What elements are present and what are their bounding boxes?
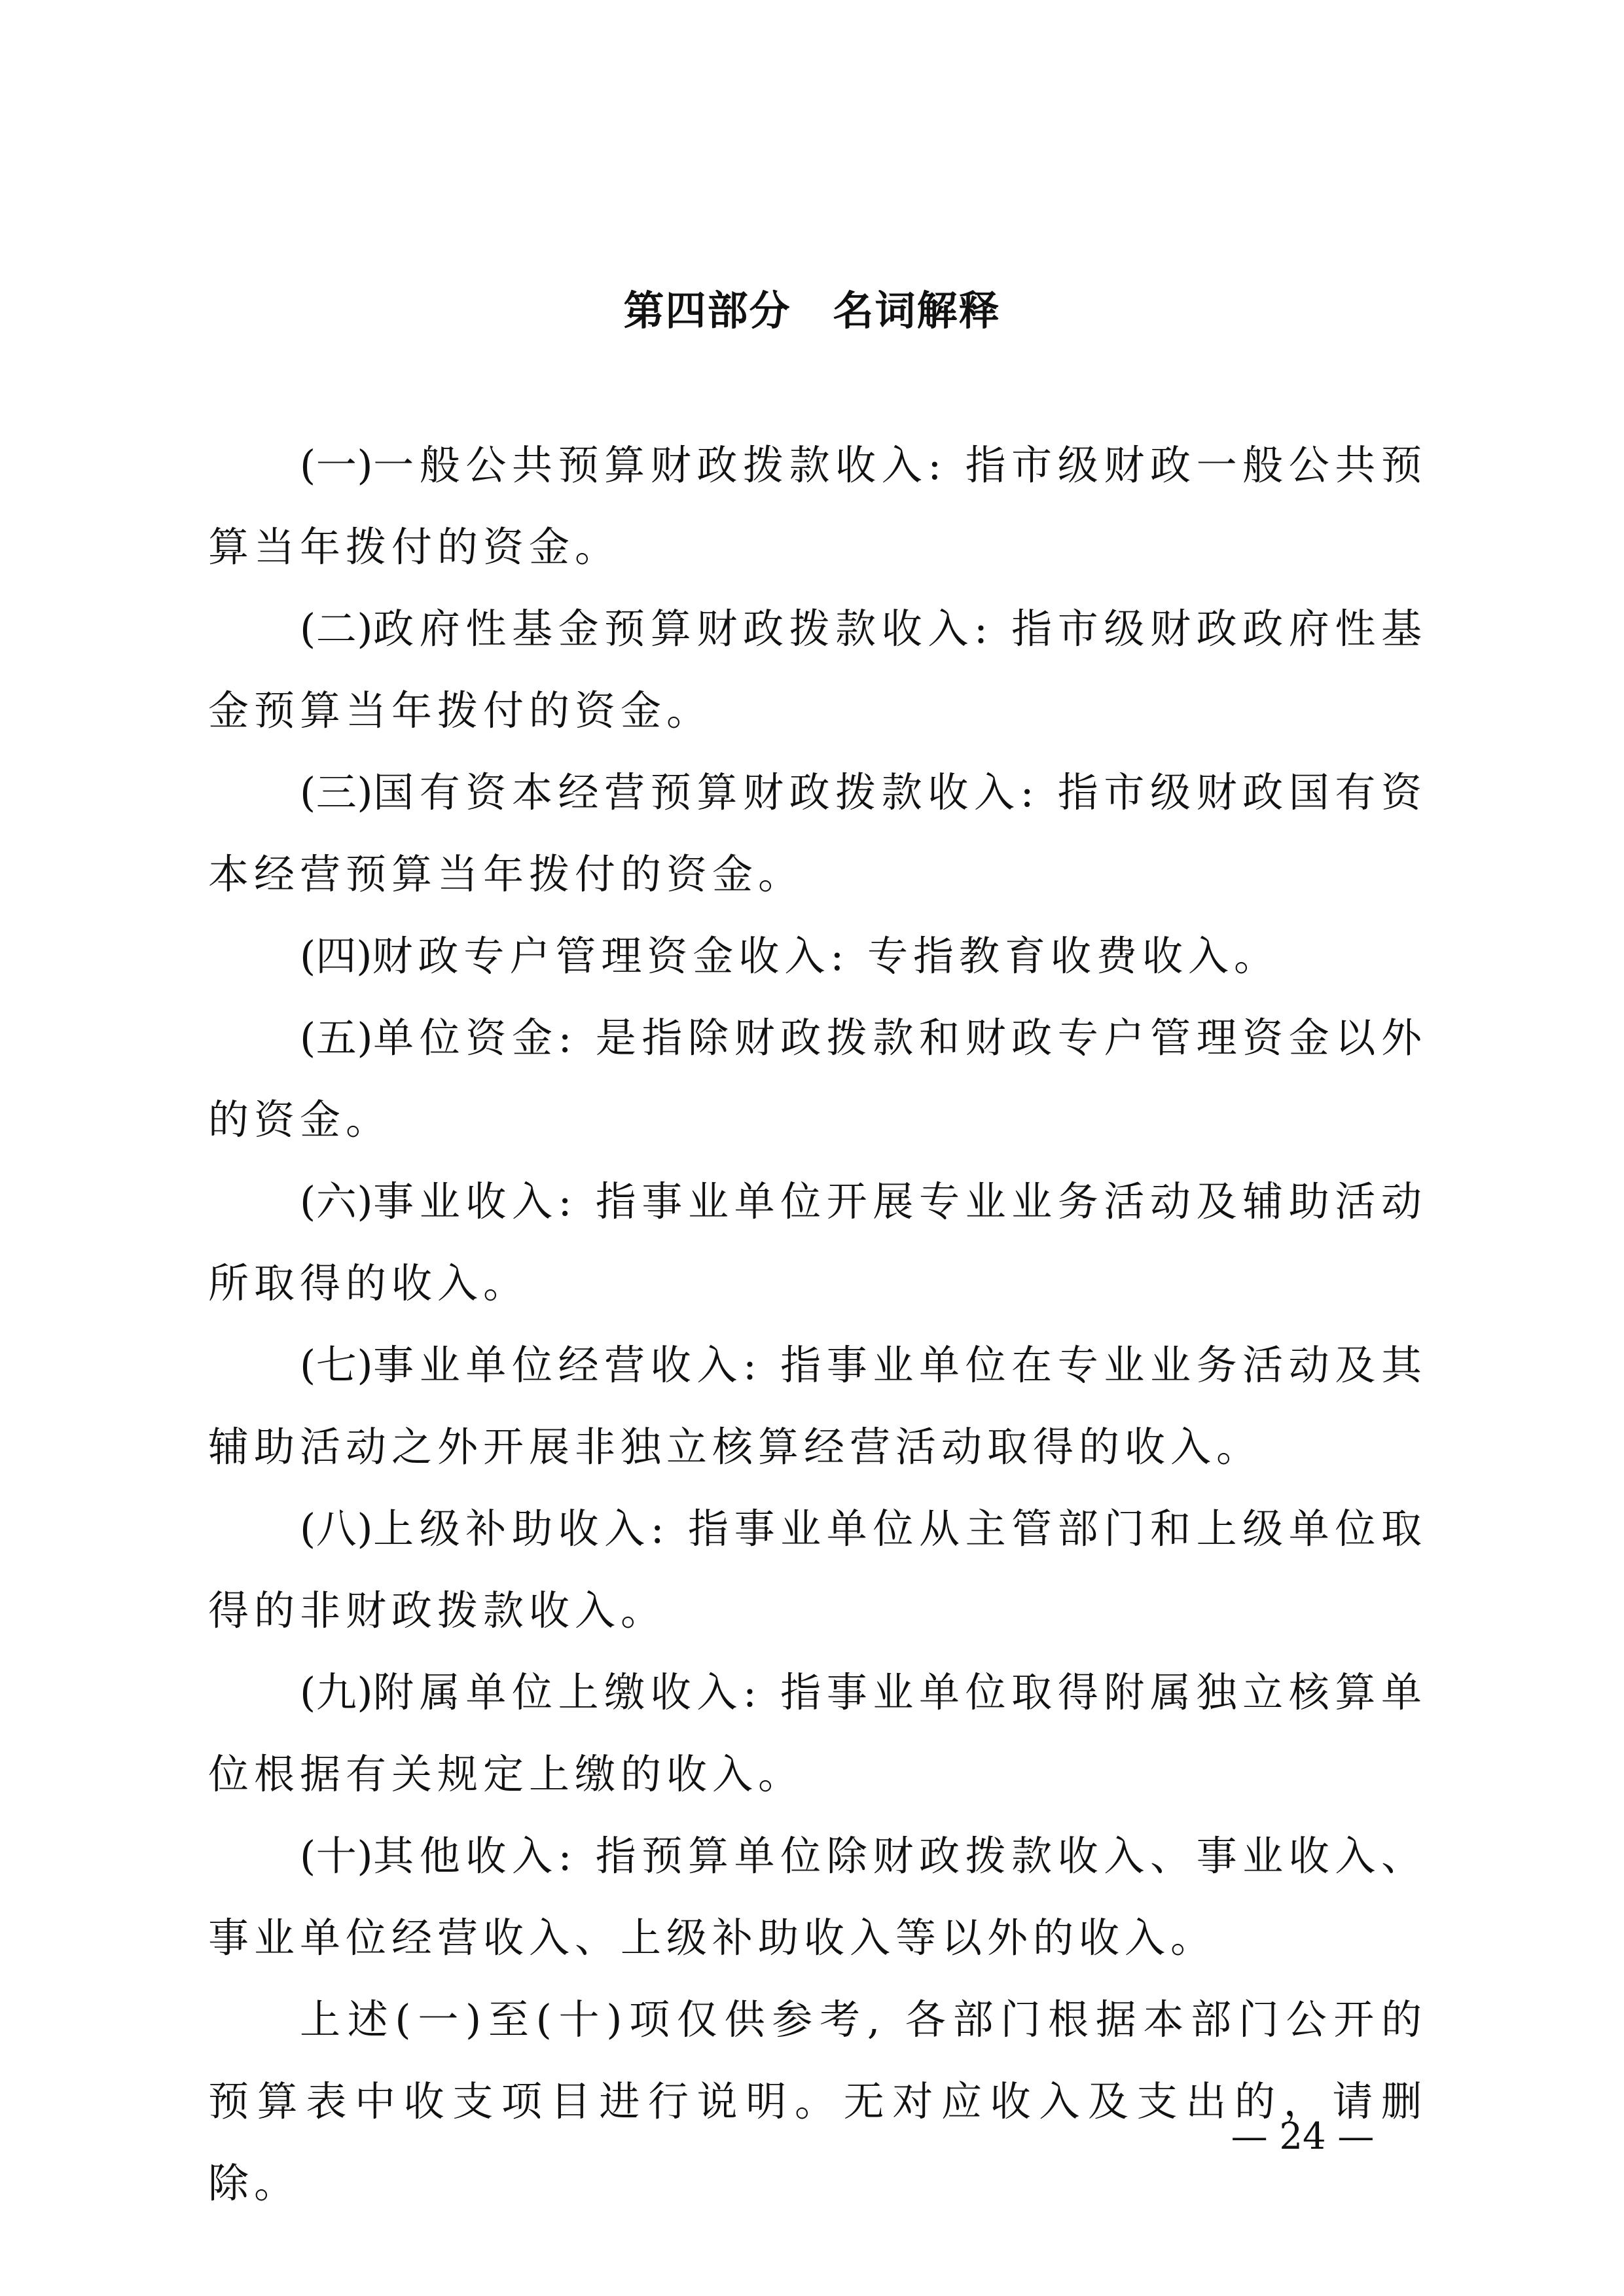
item-text: 附属单位上缴收入: 指事业单位取得附属独立核算单位根据有关规定上缴的收入。 bbox=[208, 1668, 1427, 1798]
definition-item bbox=[208, 915, 1427, 997]
item-text: 事业收入: 指事业单位开展专业业务活动及辅助活动所取得的收入。 bbox=[208, 1177, 1427, 1307]
item-number: (九) bbox=[300, 1668, 373, 1716]
definition-item bbox=[208, 424, 1427, 588]
definition-item bbox=[208, 1324, 1427, 1488]
item-text: 单位资金: 是指除财政拨款和财政专户管理资金以外的资金。 bbox=[208, 1014, 1427, 1143]
definition-item bbox=[208, 588, 1427, 751]
item-text: 其他收入: 指预算单位除财政拨款收入、事业收入、事业单位经营收入、上级补助收入等以外的收入。 bbox=[208, 1832, 1427, 1962]
item-number: (十) bbox=[300, 1832, 373, 1880]
closing-note bbox=[208, 1979, 1427, 2224]
item-number: (六) bbox=[300, 1177, 373, 1225]
page-title: 第四部分 名词解释 bbox=[623, 287, 1001, 334]
definition-item bbox=[208, 1160, 1427, 1324]
item-text: 上级补助收入: 指事业单位从主管部门和上级单位取得的非财政拨款收入。 bbox=[208, 1505, 1427, 1634]
item-text: 事业单位经营收入: 指事业单位在专业业务活动及其辅助活动之外开展非独立核算经营活动取得的收入。 bbox=[208, 1341, 1427, 1471]
item-number: (二) bbox=[300, 605, 373, 653]
item-number: (四) bbox=[300, 932, 372, 980]
item-number: (三) bbox=[300, 768, 373, 816]
definition-item bbox=[208, 1488, 1427, 1651]
definition-item bbox=[208, 751, 1427, 915]
item-text: 一般公共预算财政拨款收入: 指市级财政一般公共预算当年拨付的资金。 bbox=[208, 441, 1427, 571]
definition-item bbox=[208, 1651, 1427, 1815]
item-number: (一) bbox=[300, 441, 373, 489]
definition-item bbox=[208, 1815, 1427, 1979]
item-number: (八) bbox=[300, 1505, 373, 1552]
item-number: (七) bbox=[300, 1341, 373, 1389]
definitions-list bbox=[208, 424, 1427, 2224]
page-number: — 24 — bbox=[1231, 2115, 1375, 2158]
item-text: 财政专户管理资金收入: 专指教育收费收入。 bbox=[372, 932, 1280, 980]
item-text: 政府性基金预算财政拨款收入: 指市级财政政府性基金预算当年拨付的资金。 bbox=[208, 605, 1427, 734]
item-text: 上述(一)至(十)项仅供参考, 各部门根据本部门公开的预算表中收支项目进行说明。无对应收入及支出的，请删除。 bbox=[208, 1996, 1427, 2207]
definition-item bbox=[208, 997, 1427, 1160]
item-text: 国有资本经营预算财政拨款收入: 指市级财政国有资本经营预算当年拨付的资金。 bbox=[208, 768, 1427, 898]
item-number: (五) bbox=[300, 1014, 373, 1062]
